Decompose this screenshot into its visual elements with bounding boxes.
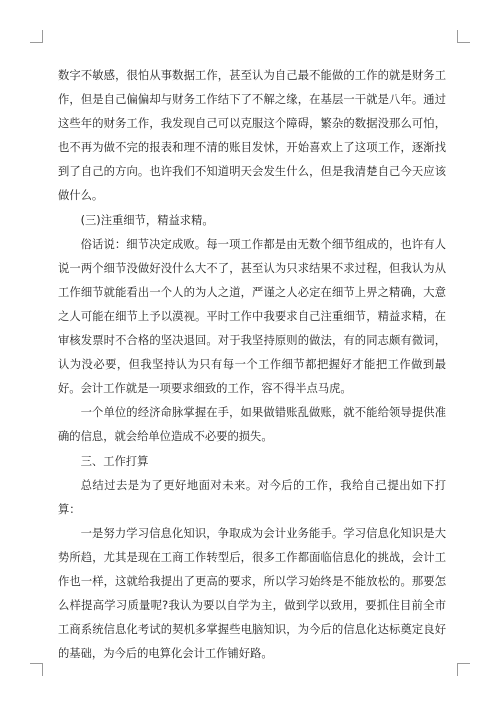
crop-mark-top-right xyxy=(457,30,470,43)
paragraph-economic-lifeline: 一个单位的经济命脉掌握在手，如果做错账乱做账，就不能给领导提供准确的信息，就会给单位造成不必要的损失。 xyxy=(58,406,446,444)
paragraph-plan-intro: 总结过去是为了更好地面对未来。对今后的工作，我给自己提出如下打算： xyxy=(58,478,446,516)
section-heading-work-plan: 三、工作打算 xyxy=(80,454,149,468)
document-body xyxy=(58,64,446,666)
crop-mark-bottom-left xyxy=(30,663,43,676)
crop-mark-bottom-right xyxy=(457,663,470,676)
paragraph-plan-item-one: 一是努力学习信息化知识，争取成为会计业务能手。学习信息化知识是大势所趋，尤其是现在工商工作转型后，很多工作都面临信息化的挑战，会计工作也一样，这就给我提出了更高的要求，所以学习始终是不能放松的。那要怎么样提高学习质量呢?我认为要以自学为主，做到学以致用，要抓住目前全市工商系统信息化考试的契机多掌握些电脑知识，为今后的信息化达标奠定良好的基础，为今后的电算化会计工作铺好路。 xyxy=(58,526,446,661)
paragraph-details-decide-success: 俗话说：细节决定成败。每一项工作都是由无数个细节组成的，也许有人说一两个细节没做好没什么大不了，甚至认为只求结果不求过程，但我认为从工作细节就能看出一个人的为人之道，严谨之人必定在细节上畀之精确，大意之人可能在细节上予以漠视。平时工作中我要求自己注重细节，精益求精，在审核发票时不合格的坚决退回。对于我坚持原则的做法，有的同志颇有微词，认为没必要，但我坚持认为只有每一个工作细节都把握好才能把工作做到最好。会计工作就是一项要求细致的工作，容不得半点马虎。 xyxy=(58,237,446,396)
paragraph-continued-finance-experience: 数字不敏感，很怕从事数据工作，甚至认为自己最不能做的工作的就是财务工作，但是自己偏偏却与财务工作结下了不解之缘，在基层一干就是八年。通过这些年的财务工作，我发现自己可以克服这个障碍，繁杂的数据没那么可怕，也不再为做不完的报表和理不清的账目发怵，开始喜欢上了这项工作，逐渐找到了自己的方向。也许我们不知道明天会发生什么，但是我清楚自己今天应该做什么。 xyxy=(58,69,446,203)
crop-mark-top-left xyxy=(30,30,43,43)
section-heading-attention-to-detail: (三)注重细节，精益求精。 xyxy=(80,213,214,227)
